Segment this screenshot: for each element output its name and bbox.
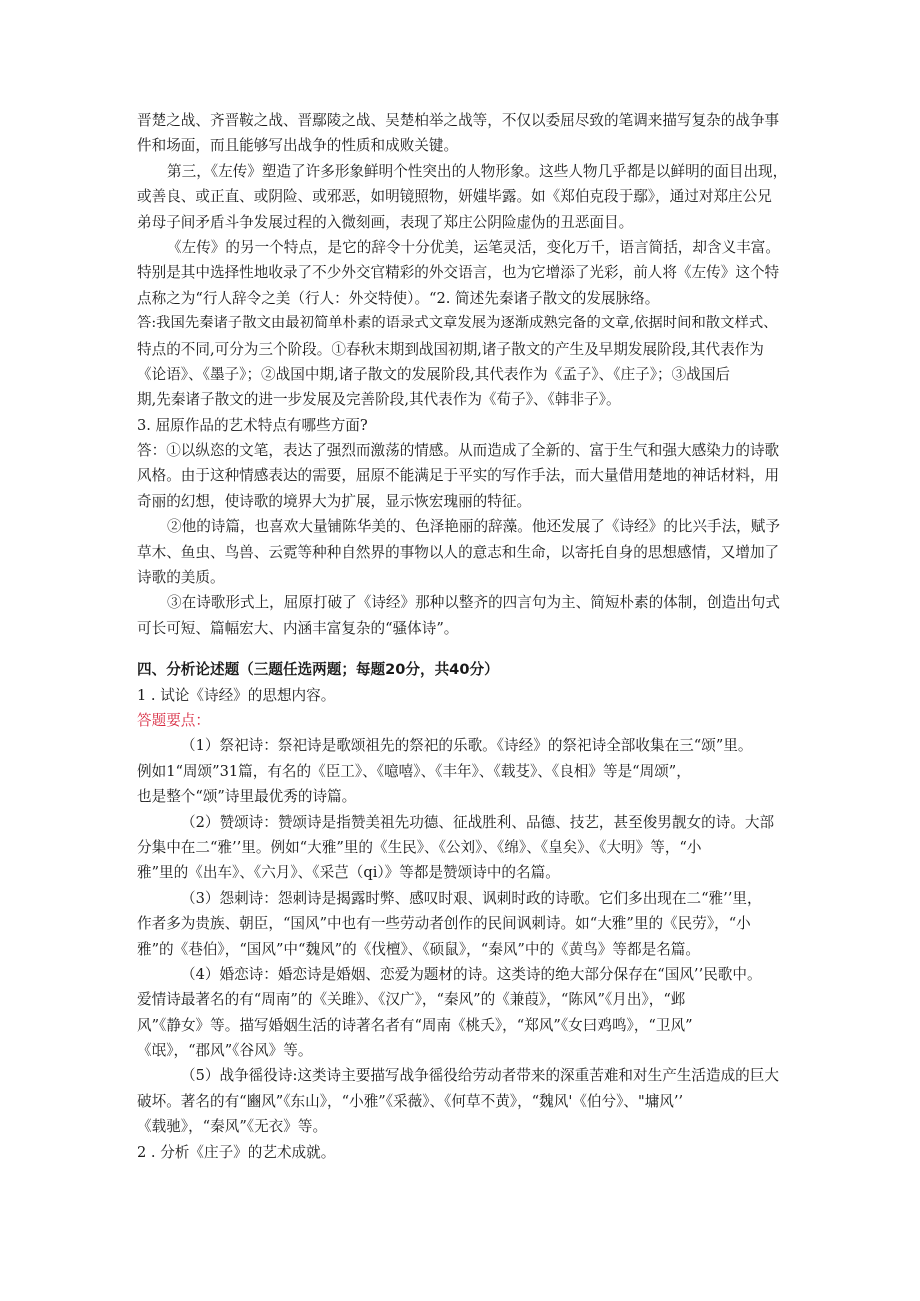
text-line: 草木、鱼虫、鸟兽、云霓等种种自然界的事物以人的意志和生命，以寄托自身的思想感情，又增加了 bbox=[137, 543, 780, 561]
text-line: 雅”的《巷伯》，“国风”中“魏风”的《伐檀》、《硕鼠》，“秦风”中的《黄鸟》等都是名篇。 bbox=[137, 940, 700, 958]
text-line: 作者多为贵族、朝臣，“国风”中也有一些劳动者创作的民间讽刺诗。如“大雅”里的《民劳》，“小 bbox=[137, 915, 751, 933]
text-line: 特点的不同,可分为三个阶段。①春秋末期到战国初期,诸子散文的产生及早期发展阶段,其代表作为 bbox=[137, 340, 764, 358]
answer-question-2 bbox=[137, 311, 787, 413]
text-line: ③在诗歌形式上，屈原打破了《诗经》那种以整齐的四言句为主、简短朴素的体制，创造出句式 bbox=[167, 594, 780, 612]
answer-point-2 bbox=[137, 810, 787, 886]
question-3: 3. 屈原作品的艺术特点有哪些方面? bbox=[137, 416, 368, 434]
text-line: 或善良、或正直、或阴险、或邪恶，如明镜照物，妍媸毕露。如《郑伯克段于鄢》，通过对郑庄公兄 bbox=[137, 188, 772, 206]
text-line: （2）赞颂诗：赞颂诗是指赞美祖先功德、征战胜利、品德、技艺，甚至俊男靓女的诗。大部 bbox=[181, 813, 775, 831]
text-line: 可长可短、篇幅宏大、内涵丰富复杂的“骚体诗”。 bbox=[137, 619, 459, 637]
text-line: 答：①以纵恣的文笔，表达了强烈而激荡的情感。从而造成了全新的、富于生气和强大感染力的诗歌 bbox=[137, 442, 780, 460]
answer-point-3 bbox=[137, 886, 787, 962]
paragraph-style bbox=[137, 235, 787, 311]
text-line: ②他的诗篇，也喜欢大量铺陈华美的、色泽艳丽的辞藻。他还发展了《诗经》的比兴手法，赋予 bbox=[167, 518, 780, 536]
text-line: 破坏。著名的有“豳风”《东山》，“小雅”《采薇》、《何草不黄》，“魏风'《伯兮》、"墉风’’ bbox=[137, 1092, 684, 1110]
text-line: 风格。由于这种情感表达的需要，屈原不能满足于平实的写作手法，而大量借用楚地的神话材料，用 bbox=[137, 467, 780, 485]
text-line: 《论语》、《墨子》；②战国中期,诸子散文的发展阶段,其代表作为《孟子》、《庄子》；③战国后 bbox=[137, 365, 731, 383]
answer-points-label: 答题要点： bbox=[137, 711, 210, 729]
text-line: 例如1“周颂”31篇，有名的《臣工》、《噫嘻》、《丰年》、《载芟》、《良相》等是“周颂”， bbox=[137, 762, 691, 780]
text-line: 《氓》，“郡风”《谷风》等。 bbox=[137, 1042, 313, 1060]
paragraph-third bbox=[137, 159, 787, 235]
text-line: 奇丽的幻想，使诗歌的境界大为扩展，显示恢宏瑰丽的特征。 bbox=[137, 492, 532, 510]
text-line: 诗歌的美质。 bbox=[137, 569, 225, 587]
text-line: 《左传》的另一个特点，是它的辞令十分优美，运笔灵活，变化万千，语言简括，却含义丰富。 bbox=[167, 238, 780, 256]
answer-point-4 bbox=[137, 962, 787, 1064]
text-line: 第三，《左传》塑造了许多形象鲜明个性突出的人物形象。这些人物几乎都是以鲜明的面目出现， bbox=[167, 162, 788, 180]
text-line: 也是整个“颂”诗里最优秀的诗篇。 bbox=[137, 788, 357, 806]
text-line: 期,先秦诸子散文的进一步发展及完善阶段,其代表作为《荀子》、《韩非子》。 bbox=[137, 391, 621, 409]
text-line: （5）战争徭役诗:这类诗主要描写战争徭役给劳动者带来的深重苦难和对生产生活造成的巨大 bbox=[181, 1067, 779, 1085]
text-line: 雅”里的《出车》、《六月》、《采芑（qi）》等都是赞颂诗中的名篇。 bbox=[137, 864, 560, 882]
question-4-1: 1 . 试论《诗经》的思想内容。 bbox=[137, 686, 336, 704]
paragraph-prev bbox=[137, 108, 787, 159]
text-line: 答:我国先秦诸子散文由最初简单朴素的语录式文章发展为逐渐成熟完备的文章,依据时间和散文样式、 bbox=[137, 315, 778, 332]
text-line: 爱情诗最著名的有“周南”的《关雎》、《汉广》，“秦风”的《兼葭》，“陈风”《月出》，“邺 bbox=[137, 991, 686, 1009]
text-line: 弟母子间矛盾斗争发展过程的入微刻画，表现了郑庄公阴险虚伪的丑恶面目。 bbox=[137, 213, 634, 231]
text-line: 晋楚之战、齐晋鞍之战、晋鄢陵之战、吴楚柏举之战等，不仅以委屈尽致的笔调来描写复杂的战争事 bbox=[137, 112, 780, 129]
document-page bbox=[137, 108, 787, 1165]
text-line: （3）怨刺诗：怨刺诗是揭露时弊、感叹时艰、讽刺时政的诗歌。它们多出现在二“雅’’里， bbox=[181, 889, 762, 907]
text-line: 《载驰》，“秦风”《无衣》等。 bbox=[137, 1118, 328, 1136]
section-gap bbox=[137, 641, 787, 657]
text-line: 件和场面，而且能够写出战争的性质和成败关键。 bbox=[137, 137, 459, 155]
text-line: （1）祭祀诗：祭祀诗是歌颂祖先的祭祀的乐歌。《诗经》的祭祀诗全部收集在三“颂”里。 bbox=[181, 737, 753, 755]
answer-question-3 bbox=[137, 438, 787, 641]
section-4-heading: 四、分析论述题（三题任选两题；每题20分，共40分） bbox=[137, 661, 499, 679]
text-line: 风”《静女》等。描写婚姻生活的诗著名者有“周南《桃夭》，“郑风”《女曰鸡鸣》，“卫风” bbox=[137, 1016, 693, 1034]
text-line: （4）婚恋诗：婚恋诗是婚姻、恋爱为题材的诗。这类诗的绝大部分保存在“国风’’民歌中。 bbox=[181, 965, 762, 983]
text-line: 分集中在二“雅’’里。例如“大雅”里的《生民》、《公刘》、《绵》、《皇矣》、《大明》等，“小 bbox=[137, 838, 702, 856]
answer-point-1 bbox=[137, 733, 787, 809]
text-line: 特别是其中选择性地收录了不少外交官精彩的外交语言，也为它增添了光彩，前人将《左传》这个特 bbox=[137, 264, 780, 282]
answer-point-5 bbox=[137, 1063, 787, 1139]
question-4-2: 2 . 分析《庄子》的艺术成就。 bbox=[137, 1143, 336, 1161]
text-line: 点称之为“行人辞令之美（行人：外交特使）。“2. 简述先秦诸子散文的发展脉络。 bbox=[137, 289, 660, 307]
